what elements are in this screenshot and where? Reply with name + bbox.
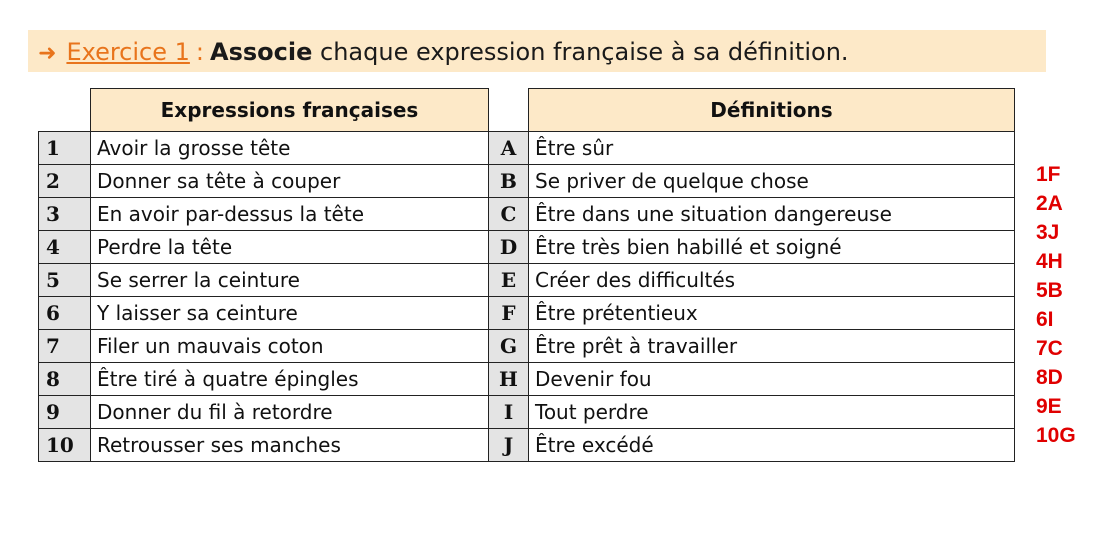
answer-item: 9E — [1036, 395, 1062, 418]
header-blank-letter — [489, 89, 529, 132]
row-number: 5 — [39, 264, 91, 297]
expression-cell: Y laisser sa ceinture — [91, 297, 489, 330]
definition-cell: Être sûr — [529, 132, 1015, 165]
answer-item: 6I — [1036, 308, 1054, 331]
answer-item: 10G — [1036, 424, 1076, 447]
definition-letter: C — [489, 198, 529, 231]
answer-key — [1036, 160, 1076, 450]
definition-cell: Être prêt à travailler — [529, 330, 1015, 363]
table-row — [39, 132, 1015, 165]
definition-cell: Être très bien habillé et soigné — [529, 231, 1015, 264]
exercise-separator: : — [195, 38, 204, 66]
definition-cell: Tout perdre — [529, 396, 1015, 429]
row-number: 4 — [39, 231, 91, 264]
answer-item: 3J — [1036, 221, 1060, 244]
exercise-instruction: chaque expression française à sa définition. — [320, 38, 849, 66]
exercise-verb: Associe — [210, 38, 313, 66]
definition-letter: H — [489, 363, 529, 396]
definition-letter: I — [489, 396, 529, 429]
matching-table — [38, 88, 1015, 462]
definition-letter: D — [489, 231, 529, 264]
arrow-right-icon: ➜ — [38, 41, 57, 66]
definition-letter: E — [489, 264, 529, 297]
row-number: 10 — [39, 429, 91, 462]
expression-cell: Avoir la grosse tête — [91, 132, 489, 165]
definition-cell: Devenir fou — [529, 363, 1015, 396]
header-blank-num — [39, 89, 91, 132]
expression-cell: Se serrer la ceinture — [91, 264, 489, 297]
row-number: 1 — [39, 132, 91, 165]
expression-cell: Filer un mauvais coton — [91, 330, 489, 363]
definitions-header: Définitions — [529, 89, 1015, 132]
exercise-label: Exercice 1 — [66, 38, 190, 66]
answer-item: 7C — [1036, 337, 1063, 360]
answer-item: 8D — [1036, 366, 1063, 389]
row-number: 9 — [39, 396, 91, 429]
row-number: 8 — [39, 363, 91, 396]
row-number: 2 — [39, 165, 91, 198]
definition-letter: G — [489, 330, 529, 363]
table-row — [39, 165, 1015, 198]
expression-cell: Perdre la tête — [91, 231, 489, 264]
table-row — [39, 264, 1015, 297]
expression-cell: Donner du fil à retordre — [91, 396, 489, 429]
definition-cell: Être dans une situation dangereuse — [529, 198, 1015, 231]
definition-letter: B — [489, 165, 529, 198]
table-row — [39, 231, 1015, 264]
table-row — [39, 396, 1015, 429]
answer-item: 5B — [1036, 279, 1063, 302]
definition-cell: Créer des difficultés — [529, 264, 1015, 297]
definition-letter: A — [489, 132, 529, 165]
table-row — [39, 429, 1015, 462]
table-header-row — [39, 89, 1015, 132]
answer-item: 2A — [1036, 192, 1063, 215]
exercise-title — [38, 32, 849, 72]
row-number: 3 — [39, 198, 91, 231]
definition-cell: Se priver de quelque chose — [529, 165, 1015, 198]
expression-cell: En avoir par-dessus la tête — [91, 198, 489, 231]
row-number: 7 — [39, 330, 91, 363]
expressions-header: Expressions françaises — [91, 89, 489, 132]
row-number: 6 — [39, 297, 91, 330]
definition-letter: F — [489, 297, 529, 330]
definition-cell: Être prétentieux — [529, 297, 1015, 330]
table-row — [39, 297, 1015, 330]
expression-cell: Être tiré à quatre épingles — [91, 363, 489, 396]
answer-item: 4H — [1036, 250, 1063, 273]
table-row — [39, 198, 1015, 231]
table-row — [39, 363, 1015, 396]
definition-letter: J — [489, 429, 529, 462]
answer-item: 1F — [1036, 163, 1061, 186]
expression-cell: Donner sa tête à couper — [91, 165, 489, 198]
expression-cell: Retrousser ses manches — [91, 429, 489, 462]
table-row — [39, 330, 1015, 363]
definition-cell: Être excédé — [529, 429, 1015, 462]
